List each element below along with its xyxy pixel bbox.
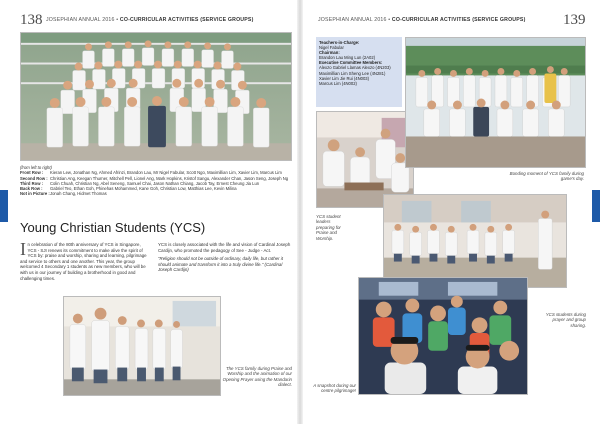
name-row-names: Kieran Lew, Jonathan Ng, Ahmed Afrinzi, Brandon Lau, Mr Nigel Fabular, Scott Ngo, Maximillian Lim, Xavier Lim, Marcus Lim [50, 170, 282, 176]
cardijn-quote: "Religion should not be outside of ordinary, daily life, but rather it should animate and transform it into a truly divine life." (Cardinal Joseph Cardijn) [158, 256, 283, 273]
exec-member: Alexzo Gabriel Llamas Alexzo (4N203) [319, 65, 391, 71]
teacher-heading: Teachers-in-Charge: [319, 40, 360, 45]
body-paragraph-2: YCS is closely associated with the life and vision of Cardinal Joseph Cardijn, who promoted the pedagogy of See - Judge - Act. [158, 242, 291, 253]
name-row-label: Not in Picture : [20, 191, 50, 197]
name-row-names: Christian Ang, Keegan Thurner, Mitchell Pell, Lionel Ang, Mark Hopkins, Kristof Sangu, Alexander Chan, Jason Seng, Joseph Ng [50, 175, 289, 181]
pilgrimage-caption: A snapshot during our centre pilgrimage! [313, 383, 356, 394]
page-gutter [297, 0, 303, 424]
praise-worship-photo [63, 296, 221, 396]
group-photo [20, 32, 292, 161]
exec-member: Xavier Lim Jie Rui (4N003) [319, 75, 370, 81]
group-names-list [20, 165, 292, 197]
leaders-meeting-caption: YCS student leaders preparing for Praise and Worship. [316, 214, 341, 241]
exec-heading: Executive Committee Members: [319, 60, 383, 66]
prayer-sharing-photo [383, 194, 567, 288]
name-row-names: Gabriel Teo, Ethan Goh, Phinehas Mohammed, Kane Goh, Christian Low, Matthias Lee, Kevin Milina [50, 186, 237, 192]
pilgrimage-selfie-photo [358, 277, 528, 395]
right-running-publication: JOSEPHIAN ANNUAL 2016 [318, 17, 387, 23]
left-page-number: 138 [20, 12, 43, 28]
right-running-section: CO-CURRICULAR ACTIVITIES (SERVICE GROUPS) [391, 17, 526, 23]
name-row-label: Second Row : [20, 175, 48, 181]
left-running-section: CO-CURRICULAR ACTIVITIES (SERVICE GROUPS) [119, 17, 254, 23]
praise-worship-caption: The YCS family during Praise and Worship and the animation of our Opening Prayer using the Mandarin dialect. [222, 366, 292, 388]
teacher-name: Nigel Fabular [319, 45, 344, 51]
games-day-photo [405, 37, 586, 168]
group-caption: (from left to right) [20, 165, 52, 170]
name-row-label: Front Row : [20, 170, 44, 176]
body-column-1 [20, 239, 150, 281]
games-day-caption: Bonding moment of YCS family during game's day. [509, 171, 584, 182]
prayer-sharing-caption: YCS students during prayer and group sharing. [545, 312, 586, 328]
left-section-tab [0, 190, 8, 222]
drop-cap: I [20, 239, 26, 259]
body-column-2 [158, 242, 292, 273]
left-running-publication: JOSEPHIAN ANNUAL 2016 [46, 17, 115, 23]
name-row-label: Back Row : [20, 186, 43, 192]
name-row-names: Colin Chuah, Christian Ng, Abel Seneng, Samuel Chai, Jason Nathan Chiang, Jacob Tay, Ernest Cheung Jia Lun [50, 180, 260, 186]
name-row-names: Jonah Chang, Hidmet Thomas [50, 191, 107, 197]
chairman-heading: Chairman: [319, 50, 340, 56]
body-paragraph-1: n celebration of the 80th anniversary of YCS in Singapore, YCS - SJI renews its commitment to make alive the spirit of YCS by: praise and worship, sharing and learning, pilgrimage and service to others and one another. This year, the group welcomed 4 Secondary 1 students as new members, who will be with us in our journey of building a brotherhood in good and challenging times. [20, 242, 147, 281]
left-running-head: JOSEPHIAN ANNUAL 2016 • CO-CURRICULAR ACTIVITIES (SERVICE GROUPS) [46, 17, 254, 23]
right-running-head: JOSEPHIAN ANNUAL 2016 • CO-CURRICULAR ACTIVITIES (SERVICE GROUPS) [318, 17, 526, 23]
right-page-number: 139 [563, 12, 586, 28]
exec-member: Marcus Lim (4N002) [319, 80, 357, 86]
section-title: Young Christian Students (YCS) [20, 220, 206, 235]
chairman-name: Brandon Lau Ming Lun (2A02) [319, 55, 376, 61]
exec-member: Maximillian Lim Sheng Lee (4N281) [319, 70, 386, 76]
committee-info-box [316, 37, 402, 107]
name-row-label: Third Row : [20, 180, 44, 186]
name-row-absent [20, 191, 292, 196]
right-section-tab [592, 190, 600, 222]
